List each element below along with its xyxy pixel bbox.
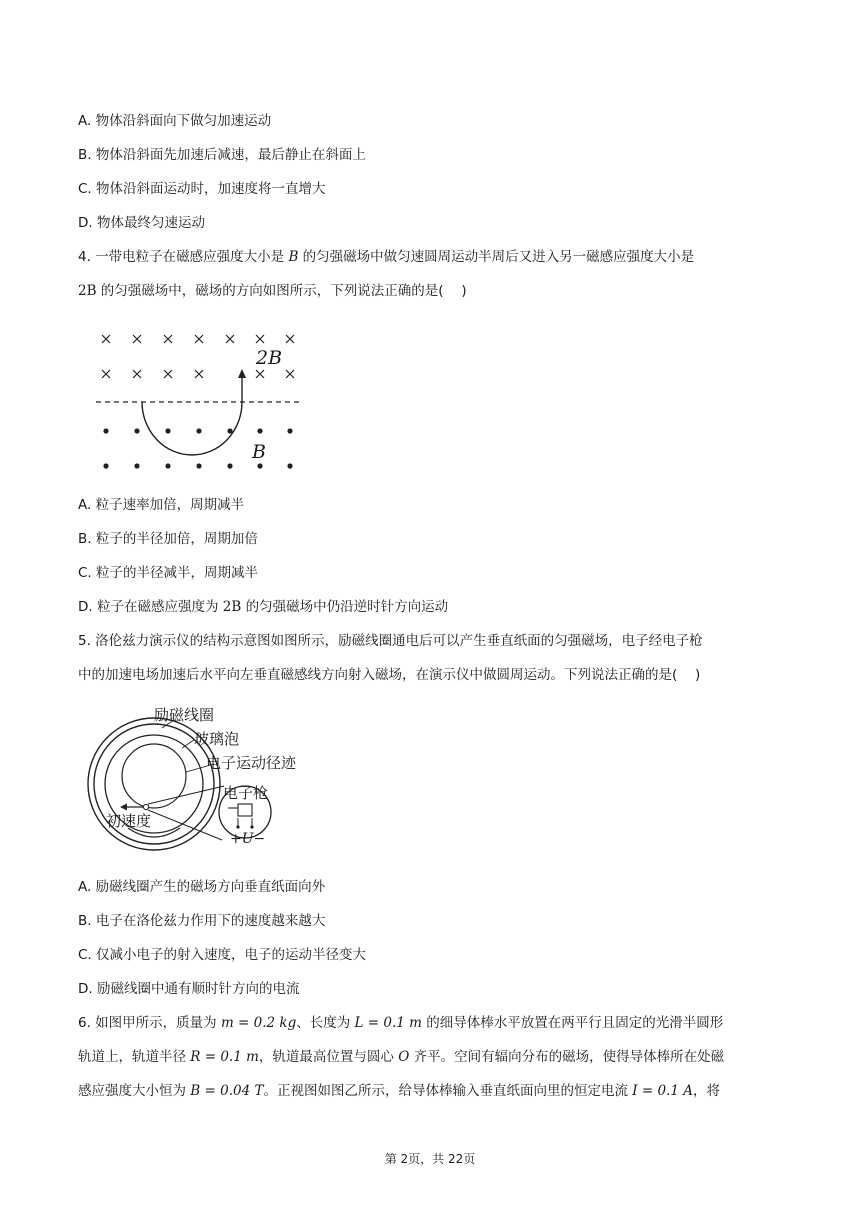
q5-option-a: A. 励磁线圈产生的磁场方向垂直纸面向外 — [78, 879, 326, 895]
q6-math-center: O — [398, 1049, 410, 1065]
q3-option-c: C. 物体沿斜面运动时，加速度将一直增大 — [78, 181, 326, 197]
label-2b: 2B — [256, 347, 283, 369]
q4-magnetic-field-figure — [90, 326, 310, 478]
q6-line3 — [78, 1082, 720, 1100]
q4-option-d-math: 2B — [222, 599, 242, 615]
q6-text: 、长度为 — [296, 1015, 355, 1031]
q6-text: 轨道上，轨道半径 — [78, 1049, 191, 1065]
velocity-arrow-icon — [120, 804, 127, 811]
q5-lorentz-apparatus-figure — [82, 700, 332, 858]
particle-trajectory — [142, 374, 242, 455]
q6-text: 的细导体棒水平放置在两平行且固定的光滑半圆形 — [421, 1015, 724, 1031]
q4-stem-math: B — [288, 249, 299, 265]
q6-math-field: B = 0.04 T — [190, 1083, 264, 1099]
page-number-footer: 第 2页，共 22页 — [384, 1152, 476, 1166]
q6-line2 — [78, 1048, 724, 1066]
q6-text: ，轨道最高位置与圆心 — [258, 1049, 399, 1065]
gun-terminal-left — [236, 825, 239, 828]
q6-math-mass: m = 0.2 kg — [220, 1015, 297, 1031]
label-b: B — [252, 441, 266, 463]
q4-option-a: A. 粒子速率加倍，周期减半 — [78, 497, 245, 513]
q4-option-d-text: D. 粒子在磁感应强度为 — [78, 599, 223, 615]
q5-stem-line2: 中的加速电场加速后水平向左垂直磁感线方向射入磁场，在演示仪中做圆周运动。下列说法正确的是( ) — [78, 667, 701, 683]
label-voltage: +U− — [230, 831, 266, 847]
q6-text: ，将 — [693, 1083, 721, 1099]
electron-path-circle — [122, 744, 186, 808]
q4-stem-text: 4. 一带电粒子在磁感应强度大小是 — [78, 249, 289, 265]
q4-option-d — [78, 598, 448, 616]
leader-bulb — [182, 740, 194, 748]
q6-math-length: L = 0.1 m — [354, 1015, 422, 1031]
q6-text: 齐平。空间有辐向分布的磁场，使得导体棒所在处磁 — [409, 1049, 725, 1065]
q6-text: 感应强度大小恒为 — [78, 1083, 191, 1099]
q5-stem-line1: 5. 洛伦兹力演示仪的结构示意图如图所示，励磁线圈通电后可以产生垂直纸面的匀强磁场，电子经电子枪 — [78, 633, 703, 649]
q4-option-b: B. 粒子的半径加倍，周期加倍 — [78, 531, 258, 547]
q4-stem-line2 — [78, 282, 467, 300]
q4-stem-text: 的匀强磁场中，磁场的方向如图所示，下列说法正确的是( ) — [96, 283, 467, 299]
q6-math-current: I = 0.1 A — [632, 1083, 694, 1099]
q3-option-a: A. 物体沿斜面向下做匀加速运动 — [78, 113, 272, 129]
q6-text: 6. 如图甲所示，质量为 — [78, 1015, 221, 1031]
q6-line1 — [78, 1014, 723, 1032]
q5-option-c: C. 仅减小电子的射入速度，电子的运动半径变大 — [78, 947, 367, 963]
q4-stem-math: 2B — [78, 283, 97, 299]
q6-math-radius: R = 0.1 m — [190, 1049, 259, 1065]
label-electron-path: 电子运动径迹 — [206, 754, 297, 772]
q4-stem-line1 — [78, 248, 694, 266]
gun-terminal-right — [250, 825, 253, 828]
q3-option-d: D. 物体最终匀速运动 — [78, 215, 205, 231]
label-excitation-coil: 励磁线圈 — [154, 706, 215, 724]
q3-option-b: B. 物体沿斜面先加速后减速，最后静止在斜面上 — [78, 147, 366, 163]
q4-option-d-text: 的匀强磁场中仍沿逆时针方向运动 — [241, 599, 449, 615]
q5-option-d: D. 励磁线圈中通有顺时针方向的电流 — [78, 981, 300, 997]
q6-text: 。正视图如图乙所示，给导体棒输入垂直纸面向里的恒定电流 — [263, 1083, 633, 1099]
label-electron-gun: 电子枪 — [223, 784, 269, 802]
electron-gun-nozzle — [143, 804, 148, 809]
label-glass-bulb: 玻璃泡 — [194, 730, 240, 748]
q4-stem-text: 的匀强磁场中做匀速圆周运动半周后又进入另一磁感应强度大小是 — [298, 249, 695, 265]
q4-option-c: C. 粒子的半径减半，周期减半 — [78, 565, 259, 581]
trajectory-arrow-icon — [238, 369, 246, 378]
q5-option-b: B. 电子在洛伦兹力作用下的速度越来越大 — [78, 913, 326, 929]
label-initial-velocity: 初速度 — [106, 812, 152, 830]
